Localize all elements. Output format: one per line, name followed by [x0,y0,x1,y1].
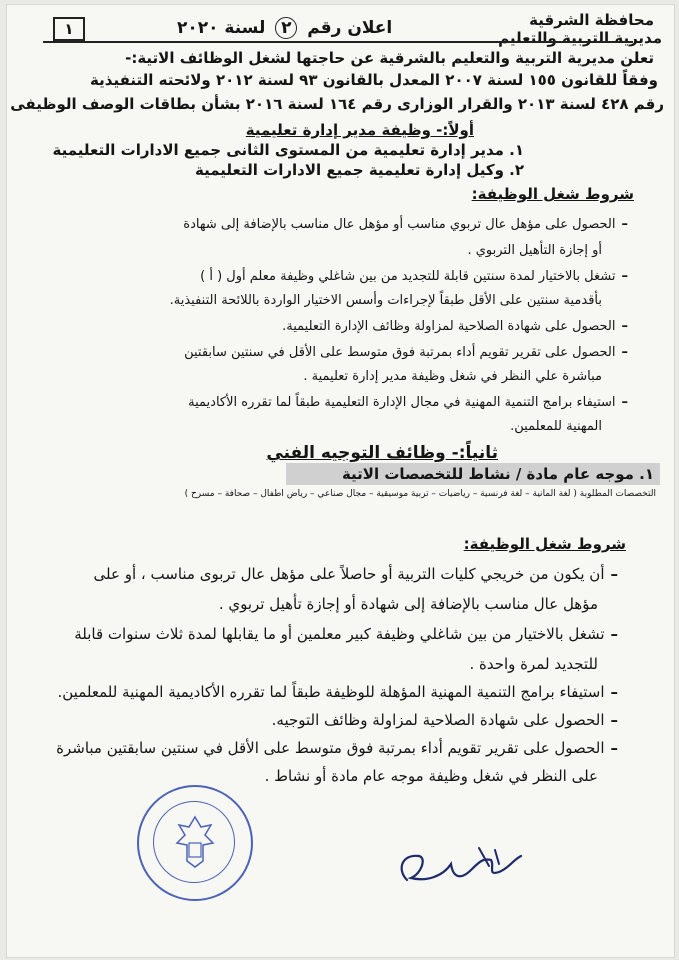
section1-job-1: ١. مدير إدارة تعليمية من المستوى الثانى جميع الادارات التعليمية [52,141,524,159]
section1-condition-5: –استيفاء برامج التنمية المهنية في مجال الإدارة التعليمية طبقاً لما تقرره الأكاديمية [188,395,628,410]
section2-condition-5-cont: على النظر في شغل وظيفة موجه عام مادة أو نشاط . [264,767,598,785]
document-page [6,4,675,958]
section1-condition-1-cont: أو إجازة التأهيل التربوي . [467,243,602,258]
section2-condition-2-cont: للتجديد لمرة واحدة . [469,655,598,673]
intro-line-3: رقم ٤٢٨ لسنة ٢٠١٣ والقرار الوزارى رقم ١٦٤ لسنة ٢٠١٦ بشأن بطاقات الوصف الوظيفى [10,95,664,113]
announcement-number: ٢ [275,17,297,39]
section1-condition-3: –الحصول على شهادة الصلاحية لمزاولة وظائف الإدارة التعليمية. [282,319,628,334]
section1-conditions-title: شروط شغل الوظيفة: [471,185,634,203]
section2-job: ١. موجه عام مادة / نشاط للتخصصات الاتية [341,465,654,483]
section2-title: ثانياً:- وظائف التوجيه الفني [266,443,498,463]
intro-line-1: تعلن مديرية التربية والتعليم بالشرقية عن حاجتها لشغل الوظائف الاتية:- [125,49,654,67]
section2-condition-1: –أن يكون من خريجي كليات التربية أو حاصلاً على مؤهل عال تربوى مناسب ، أو على [93,565,618,583]
announcement-line [177,17,392,39]
section2-condition-4: –الحصول على شهادة الصلاحية لمزاولة وظائف التوجيه. [271,711,618,729]
section1-job-2: ٢. وكيل إدارة تعليمية جميع الادارات التعليمية [195,161,524,179]
section1-title: أولاً:- وظيفة مدير إدارة تعليمية [245,121,474,139]
section1-condition-1: –الحصول على مؤهل عال تربوي مناسب أو مؤهل عال مناسب بالإضافة إلى شهادة [183,217,628,232]
announcement-year: لسنة ٢٠٢٠ [177,18,266,38]
section1-condition-4-cont: مباشرة علي النظر في شغل وظيفة مدير إدارة تعليمية . [303,369,602,384]
section1-condition-5-cont: المهنية للمعلمين. [510,419,602,434]
signature-icon [387,830,537,900]
section2-specialties: التخصصات المطلوبة ( لغة المانية – لغة فرنسية – رياضيات – تربية موسيقية – مجال صناعي – رياض اطفال – صحافة – مسرح ) [184,489,656,499]
page-number: ١ [53,17,85,41]
announcement-label: اعلان رقم [307,18,393,38]
section2-conditions-title: شروط شغل الوظيفة: [463,535,626,553]
governorate-name: محافظة الشرقية [529,11,654,29]
section2-condition-5: –الحصول على تقرير تقويم أداء بمرتبة فوق متوسط على الأقل في سنتين سابقتين مباشرة [56,739,618,757]
section1-condition-4: –الحصول على تقرير تقويم أداء بمرتبة فوق متوسط على الأقل في سنتين سابقتين [184,345,628,360]
eagle-emblem-icon [139,787,251,899]
section1-condition-2: –تشغل بالاختيار لمدة سنتين قابلة للتجديد من بين شاغلي وظيفة معلم أول ( أ ) [200,269,628,284]
section2-condition-1-cont: مؤهل عال مناسب بالإضافة إلى شهادة أو إجازة تأهيل تربوي . [218,595,598,613]
directorate-name: مديرية التربية والتعليم [498,29,662,47]
section1-condition-2-cont: بأقدمية سنتين على الأقل طبقاً لإجراءات وأسس الاختيار الواردة باللائحة التنفيذية. [169,293,602,308]
section2-condition-3: –استيفاء برامج التنمية المهنية المؤهلة للوظيفة طبقاً لما تقرره الأكاديمية المهنية للمعلمين. [57,683,618,701]
official-seal-icon [137,785,253,901]
section2-condition-2: –تشغل بالاختيار من بين شاغلي وظيفة كبير معلمين أو ما يقابلها لمدة ثلاث سنوات قابلة [74,625,618,643]
header-divider [43,41,633,43]
intro-line-2: وفقاً للقانون ١٥٥ لسنة ٢٠٠٧ المعدل بالقانون ٩٣ لسنة ٢٠١٢ ولائحته التنفيذية [90,71,658,89]
